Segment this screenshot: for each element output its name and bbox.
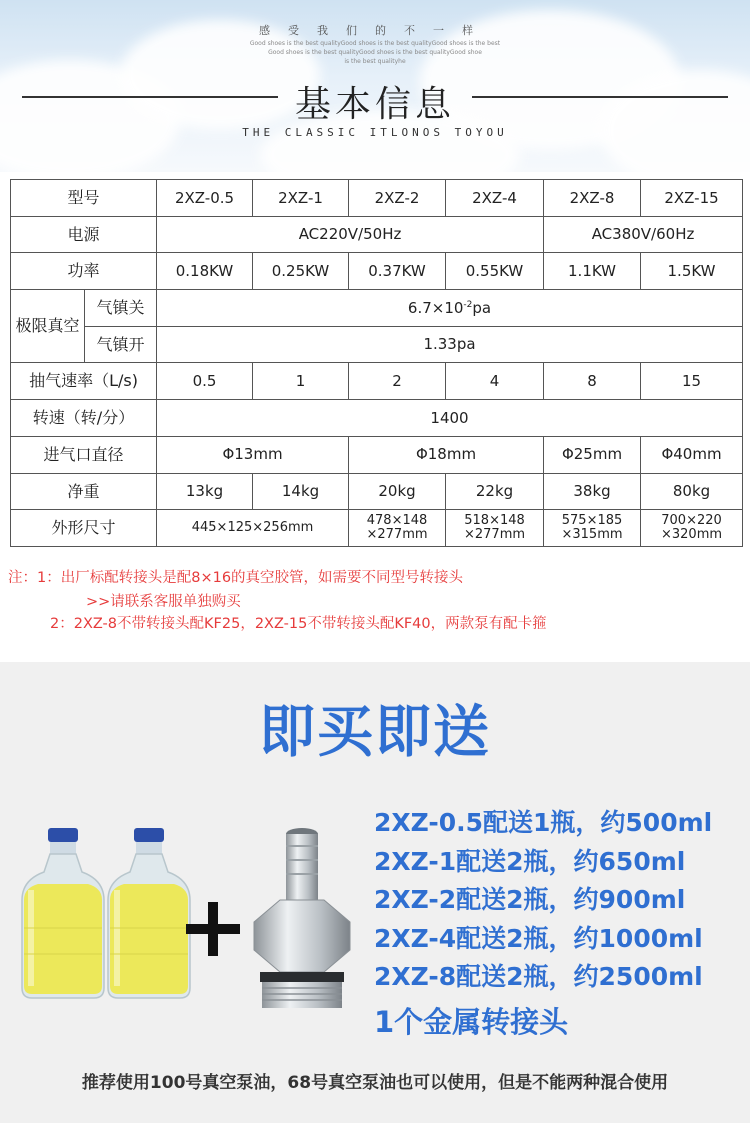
- header-banner: [0, 0, 750, 172]
- model-cell: 2XZ-1: [253, 180, 349, 217]
- bonus-title: 即买即送: [259, 700, 491, 765]
- inlet-cell: Φ13mm: [157, 436, 349, 473]
- section-title: 基本信息: [294, 84, 455, 125]
- size-cell: [349, 510, 446, 547]
- row-label: 电源: [11, 216, 157, 253]
- table-row-power: [11, 253, 743, 290]
- oil-bottle-icon: [104, 828, 194, 1000]
- gift-item: 2XZ-8配送2瓶，约2500ml: [374, 962, 703, 991]
- speed-cell: 15: [641, 363, 743, 400]
- table-row-power-source: [11, 216, 743, 253]
- gift-list: [374, 804, 744, 1041]
- vacuum-off-base: 6.7×10: [407, 298, 464, 317]
- size-line: ×320mm: [660, 527, 723, 543]
- table-row-inlet: [11, 436, 743, 473]
- plus-icon: [186, 902, 240, 956]
- inlet-cell: Φ25mm: [544, 436, 641, 473]
- table-row-size: [11, 510, 743, 547]
- size-cell: [544, 510, 641, 547]
- speed-cell: 1: [253, 363, 349, 400]
- inlet-cell: Φ18mm: [349, 436, 544, 473]
- table-row-vacuum-on: [11, 326, 743, 363]
- table-row-rpm: [11, 400, 743, 437]
- note-1: 注：1：出厂标配转接头是配8×16的真空胶管，如需要不同型号转接头: [8, 570, 464, 586]
- model-cell: 2XZ-2: [349, 180, 446, 217]
- row-label: 型号: [11, 180, 157, 217]
- weight-cell: 13kg: [157, 473, 253, 510]
- row-label: 净重: [11, 473, 157, 510]
- size-line: ×277mm: [463, 527, 526, 543]
- row-label: 外形尺寸: [11, 510, 157, 547]
- gift-item: 2XZ-0.5配送1瓶，约500ml: [374, 808, 713, 837]
- size-line: ×277mm: [366, 527, 428, 543]
- size-line: 575×185: [561, 513, 623, 529]
- table-row-vacuum-off: [11, 290, 743, 327]
- oil-recommendation: 推荐使用100号真空泵油，68号真空泵油也可以使用，但是不能两种混合使用: [81, 1073, 669, 1093]
- speed-cell: 8: [544, 363, 641, 400]
- power-source-cell: AC380V/60Hz: [544, 216, 743, 253]
- weight-cell: 14kg: [253, 473, 349, 510]
- power-cell: 0.18KW: [157, 253, 253, 290]
- bonus-section: [0, 662, 750, 1123]
- model-cell: 2XZ-4: [446, 180, 544, 217]
- vacuum-on-cell: 1.33pa: [157, 326, 743, 363]
- gift-item: 2XZ-1配送2瓶，约650ml: [374, 846, 686, 876]
- metal-adapter-icon: [240, 826, 364, 1012]
- sub-row-label: 气镇关: [85, 290, 157, 327]
- vacuum-off-exponent: -2: [463, 299, 473, 310]
- weight-cell: 22kg: [446, 473, 544, 510]
- model-cell: 2XZ-15: [641, 180, 743, 217]
- power-cell: 0.25KW: [253, 253, 349, 290]
- power-source-cell: AC220V/50Hz: [157, 216, 544, 253]
- power-cell: 0.55KW: [446, 253, 544, 290]
- section-subtitle: THE CLASSIC ITLONOS TOYOU: [242, 126, 508, 139]
- size-line: 700×220: [661, 513, 722, 529]
- size-line: 478×148: [366, 513, 428, 529]
- tiny-english-line: is the best qualityhe: [344, 58, 406, 65]
- power-cell: 0.37KW: [349, 253, 446, 290]
- row-label: 转速（转/分）: [11, 400, 157, 437]
- vacuum-off-unit: pa: [472, 298, 492, 317]
- size-cell: [446, 510, 544, 547]
- oil-bottle-icon: [18, 828, 108, 1000]
- weight-cell: 38kg: [544, 473, 641, 510]
- power-cell: 1.1KW: [544, 253, 641, 290]
- tiny-english-line: Good shoes is the best qualityGood shoes is the best qualityGood shoe: [268, 49, 482, 56]
- gift-item-adapter: 1个金属转接头: [374, 1004, 569, 1039]
- rpm-cell: 1400: [157, 400, 743, 437]
- tiny-english-line: Good shoes is the best qualityGood shoes is the best qualityGood shoes is the best: [249, 40, 501, 47]
- model-cell: 2XZ-8: [544, 180, 641, 217]
- table-row-speed: [11, 363, 743, 400]
- note-1-contact: >>请联系客服单独购买: [86, 594, 241, 610]
- size-cell: 445×125×256mm: [157, 510, 349, 547]
- table-row-model: [11, 180, 743, 217]
- gift-item: 2XZ-4配送2瓶，约1000ml: [374, 923, 703, 953]
- row-label: 功率: [11, 253, 157, 290]
- row-label: 抽气速率（L/s): [11, 363, 157, 400]
- vacuum-off-cell: [157, 290, 743, 327]
- gift-item: 2XZ-2配送2瓶，约900ml: [374, 885, 686, 914]
- row-label: 进气口直径: [11, 436, 157, 473]
- speed-cell: 4: [446, 363, 544, 400]
- speed-cell: 2: [349, 363, 446, 400]
- tagline: 感受我们的不一样: [259, 24, 491, 37]
- size-line: ×315mm: [561, 527, 623, 543]
- table-row-weight: [11, 473, 743, 510]
- spec-table: [10, 179, 743, 547]
- model-cell: 2XZ-0.5: [157, 180, 253, 217]
- note-2: 2：2XZ-8不带转接头配KF25，2XZ-15不带转接头配KF40，两款泵有配卡箍: [50, 616, 547, 632]
- size-cell: [641, 510, 743, 547]
- sub-row-label: 气镇开: [85, 326, 157, 363]
- row-label: 极限真空: [11, 290, 85, 363]
- weight-cell: 20kg: [349, 473, 446, 510]
- speed-cell: 0.5: [157, 363, 253, 400]
- weight-cell: 80kg: [641, 473, 743, 510]
- power-cell: 1.5KW: [641, 253, 743, 290]
- inlet-cell: Φ40mm: [641, 436, 743, 473]
- size-line: 518×148: [464, 513, 525, 529]
